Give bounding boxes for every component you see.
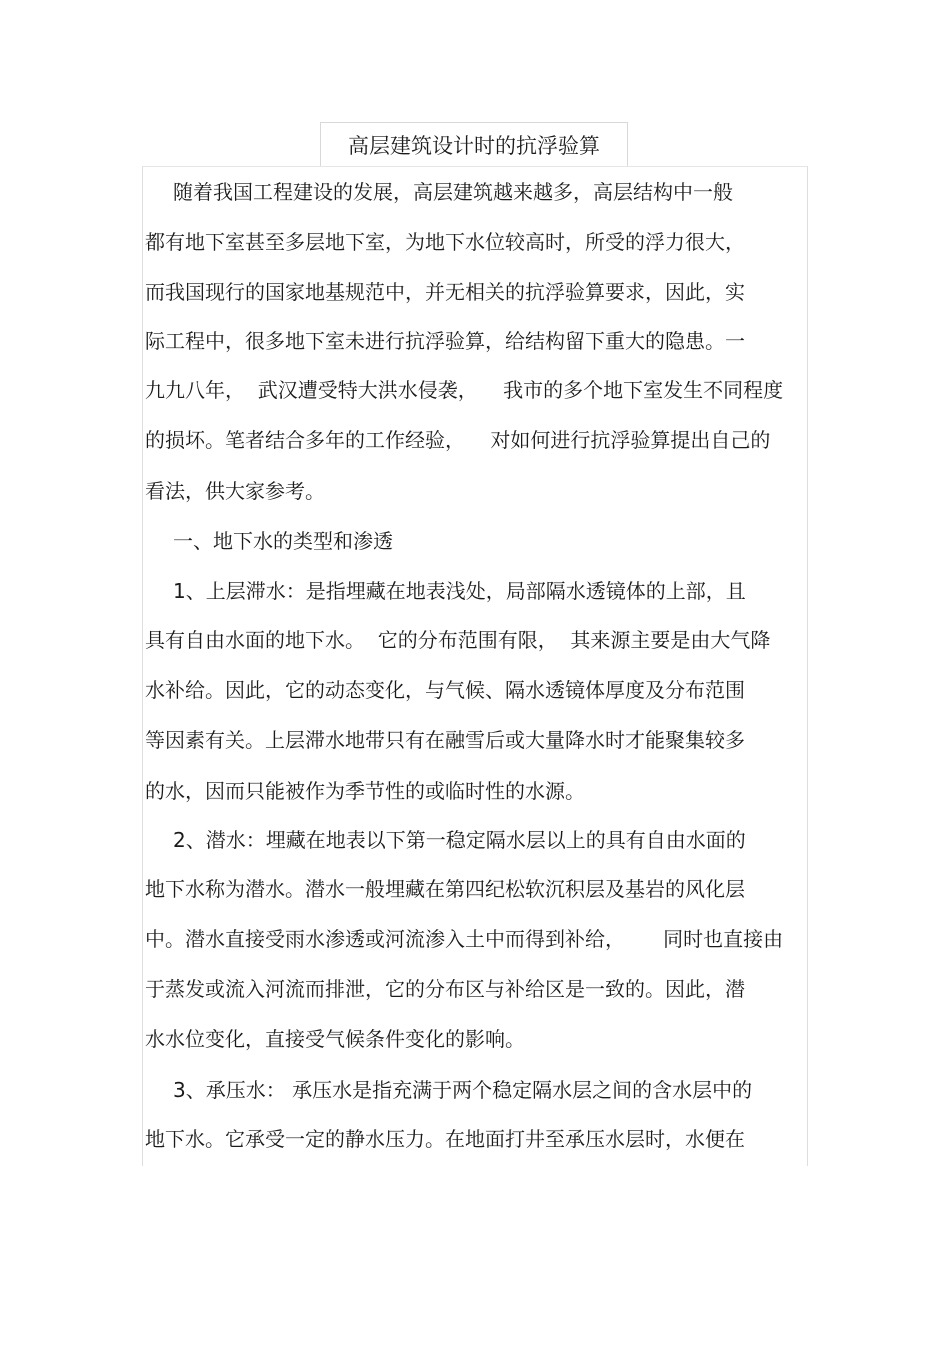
paragraph-line: 1、上层滞水：是指埋藏在地表浅处，局部隔水透镜体的上部，且 xyxy=(173,579,746,603)
paragraph-line: 随着我国工程建设的发展，高层建筑越来越多，高层结构中一般 xyxy=(173,180,733,204)
paragraph-line: 的损坏。笔者结合多年的工作经验， 对如何进行抗浮验算提出自己的 xyxy=(145,428,771,452)
paragraph-line: 际工程中，很多地下室未进行抗浮验算，给结构留下重大的隐患。一 xyxy=(145,329,745,353)
paragraph-line: 等因素有关。上层滞水地带只有在融雪后或大量降水时才能聚集较多 xyxy=(145,728,745,752)
paragraph-line: 看法，供大家参考。 xyxy=(145,479,325,503)
paragraph-line: 都有地下室甚至多层地下室，为地下水位较高时，所受的浮力很大， xyxy=(145,230,745,254)
paragraph-line: 而我国现行的国家地基规范中，并无相关的抗浮验算要求，因此，实 xyxy=(145,280,745,304)
paragraph-line: 中。潜水直接受雨水渗透或河流渗入土中而得到补给， 同时也直接由 xyxy=(145,927,784,951)
body-frame xyxy=(142,166,808,1166)
paragraph-line: 2、潜水：埋藏在地表以下第一稳定隔水层以上的具有自由水面的 xyxy=(173,828,746,852)
paragraph-line: 3、承压水： 承压水是指充满于两个稳定隔水层之间的含水层中的 xyxy=(173,1078,753,1102)
paragraph-line: 于蒸发或流入河流而排泄，它的分布区与补给区是一致的。因此，潜 xyxy=(145,977,745,1001)
paragraph-line: 水补给。因此，它的动态变化，与气候、隔水透镜体厚度及分布范围 xyxy=(145,678,745,702)
paragraph-line: 地下水。它承受一定的静水压力。在地面打井至承压水层时，水便在 xyxy=(145,1127,745,1151)
section-heading: 一、地下水的类型和渗透 xyxy=(173,529,393,553)
document-title: 高层建筑设计时的抗浮验算 xyxy=(348,134,600,158)
paragraph-line: 具有自由水面的地下水。 它的分布范围有限， 其来源主要是由大气降 xyxy=(145,628,771,652)
paragraph-line: 的水，因而只能被作为季节性的或临时性的水源。 xyxy=(145,779,585,803)
paragraph-line: 九九八年， 武汉遭受特大洪水侵袭， 我市的多个地下室发生不同程度 xyxy=(145,378,784,402)
paragraph-line: 地下水称为潜水。潜水一般埋藏在第四纪松软沉积层及基岩的风化层 xyxy=(145,877,745,901)
paragraph-line: 水水位变化，直接受气候条件变化的影响。 xyxy=(145,1027,525,1051)
